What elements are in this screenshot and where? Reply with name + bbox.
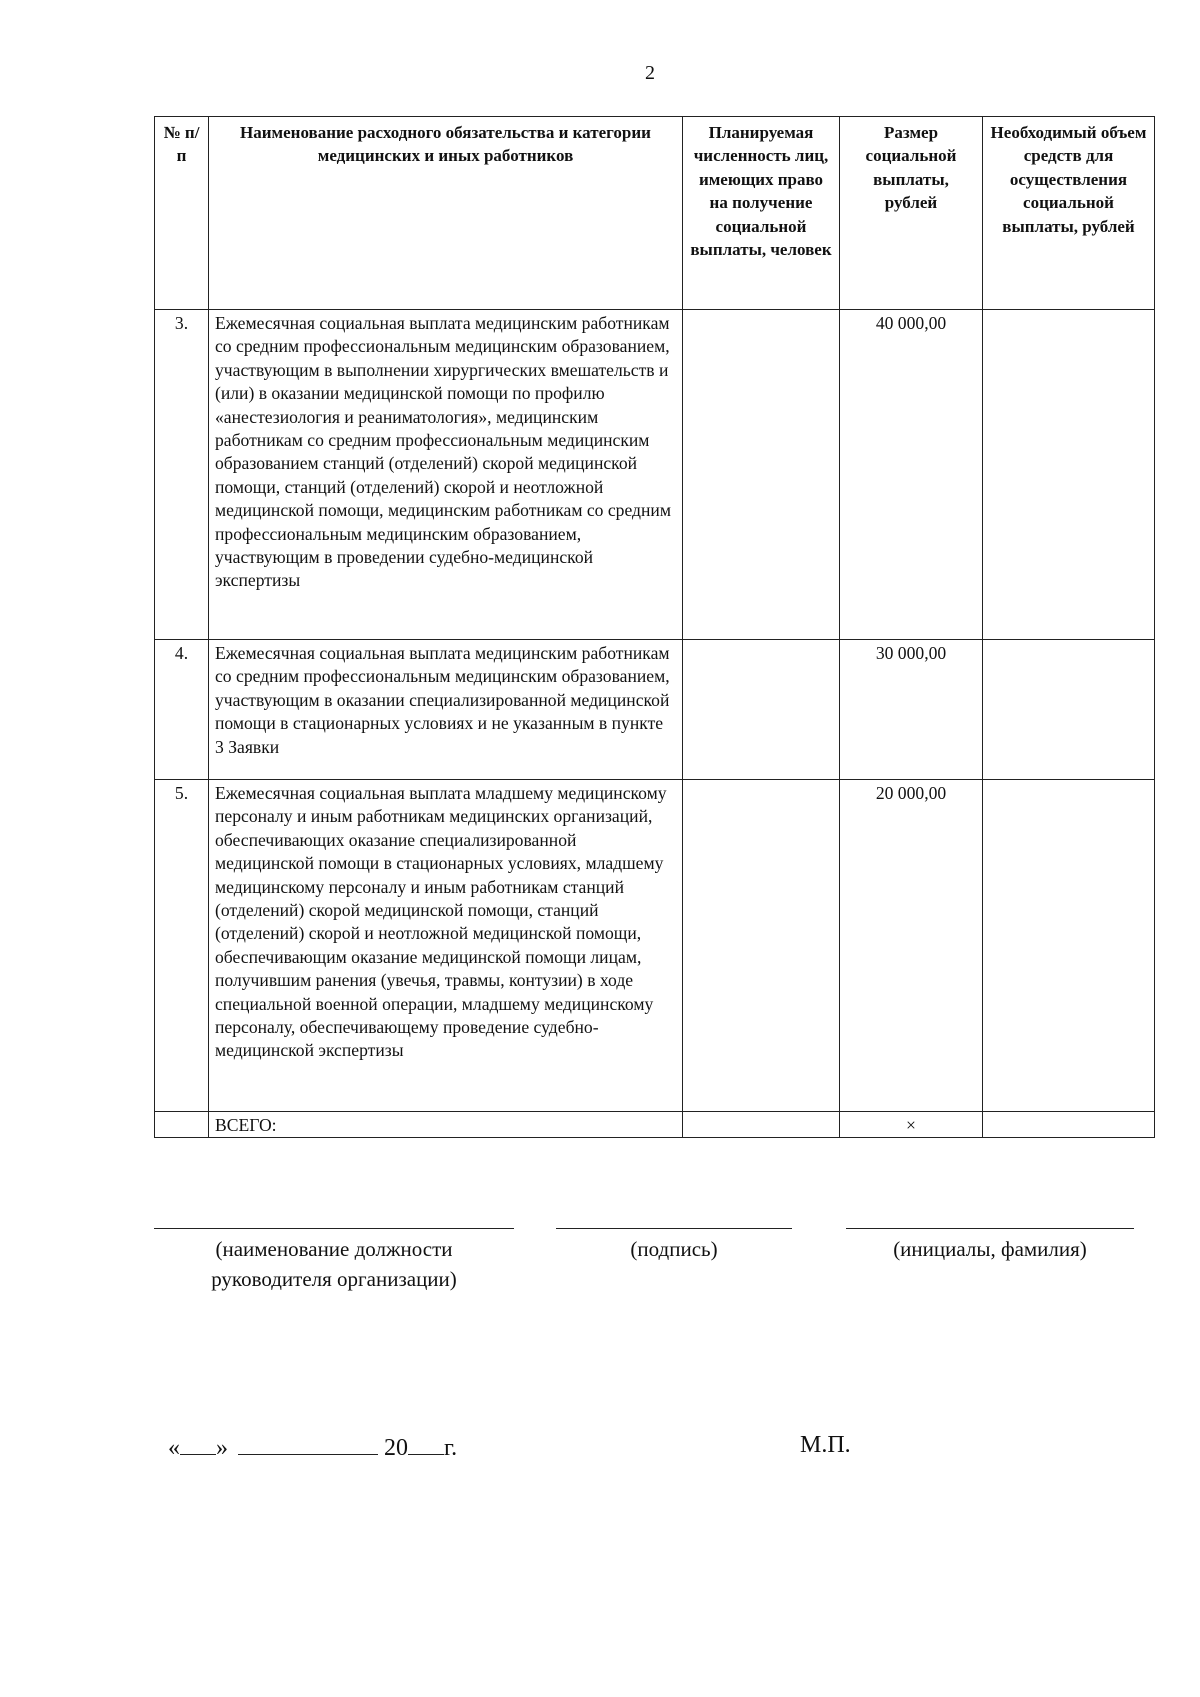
row-number: 4. [155,640,209,780]
table-row [155,310,1155,640]
page-number: 2 [645,62,655,84]
name-signature-line [846,1228,1134,1229]
row-planned-count [683,310,840,640]
year-prefix: 20 [384,1435,408,1461]
row-number: 5. [155,780,209,1112]
row-payment-amount: 30 000,00 [840,640,983,780]
header-number: № п/п [155,117,209,310]
signature-line [556,1228,792,1229]
stamp-placeholder: М.П. [800,1432,851,1458]
row-required-funds [983,780,1155,1112]
row-payment-amount: 20 000,00 [840,780,983,1112]
position-caption: (наименование должности руководителя организации) [211,1237,457,1291]
position-signature-line [154,1228,514,1229]
obligations-table [154,116,1155,1138]
total-planned-count [683,1112,840,1138]
header-planned-count: Планируемая численность лиц, имеющих право на получение социальной выплаты, человек [683,117,840,310]
month-blank [238,1432,378,1455]
table-row [155,640,1155,780]
total-required-funds [983,1112,1155,1138]
signature-caption: (подпись) [630,1237,718,1261]
header-required-funds: Необходимый объем средств для осуществления социальной выплаты, рублей [983,117,1155,310]
row-required-funds [983,640,1155,780]
day-blank [180,1432,216,1455]
header-obligation-name: Наименование расходного обязательства и категории медицинских и иных работников [209,117,683,310]
table-row [155,780,1155,1112]
total-amount-cross: × [840,1112,983,1138]
table-header-row [155,117,1155,310]
year-blank [408,1432,444,1455]
row-obligation-name: Ежемесячная социальная выплата младшему медицинскому персоналу и иным работникам медицинских организаций, обеспечивающих оказание специализированной медицинской помощи в стационарных условиях, младшему медицинскому персоналу и иным работникам станций (отделений) скорой медицинской помощи, станций (отделений) скорой и неотложной медицинской помощи, обеспечивающим оказание медицинской помощи лицам, получившим ранения (увечья, травмы, контузии) в ходе специальной военной операции, младшему медицинскому персоналу, обеспечивающему проведение судебно-медицинской экспертизы [209,780,683,1112]
row-required-funds [983,310,1155,640]
date-close-quote: » [216,1435,228,1461]
date-open-quote: « [168,1435,180,1461]
row-number: 3. [155,310,209,640]
name-caption: (инициалы, фамилия) [893,1237,1087,1261]
year-suffix: г. [444,1435,458,1461]
total-row [155,1112,1155,1138]
row-payment-amount: 40 000,00 [840,310,983,640]
row-obligation-name: Ежемесячная социальная выплата медицинским работникам со средним профессиональным медицинским образованием, участвующим в оказании специализированной медицинской помощи в стационарных условиях и не указанным в пункте 3 Заявки [209,640,683,780]
total-label: ВСЕГО: [209,1112,683,1138]
header-payment-amount: Размер социальной выплаты, рублей [840,117,983,310]
row-obligation-name: Ежемесячная социальная выплата медицинским работникам со средним профессиональным медицинским образованием, участвующим в выполнении хирургических вмешательств и (или) в оказании медицинской помощи по профилю «анестезиология и реаниматология», медицинским работникам со средним профессиональным медицинским образованием станций (отделений) скорой медицинской помощи, станций (отделений) скорой и неотложной медицинской помощи, медицинским работникам со средним профессиональным медицинским образованием, участвующим в проведении судебно-медицинской экспертизы [209,310,683,640]
row-planned-count [683,640,840,780]
row-planned-count [683,780,840,1112]
total-number-cell [155,1112,209,1138]
date-line [168,1432,457,1462]
